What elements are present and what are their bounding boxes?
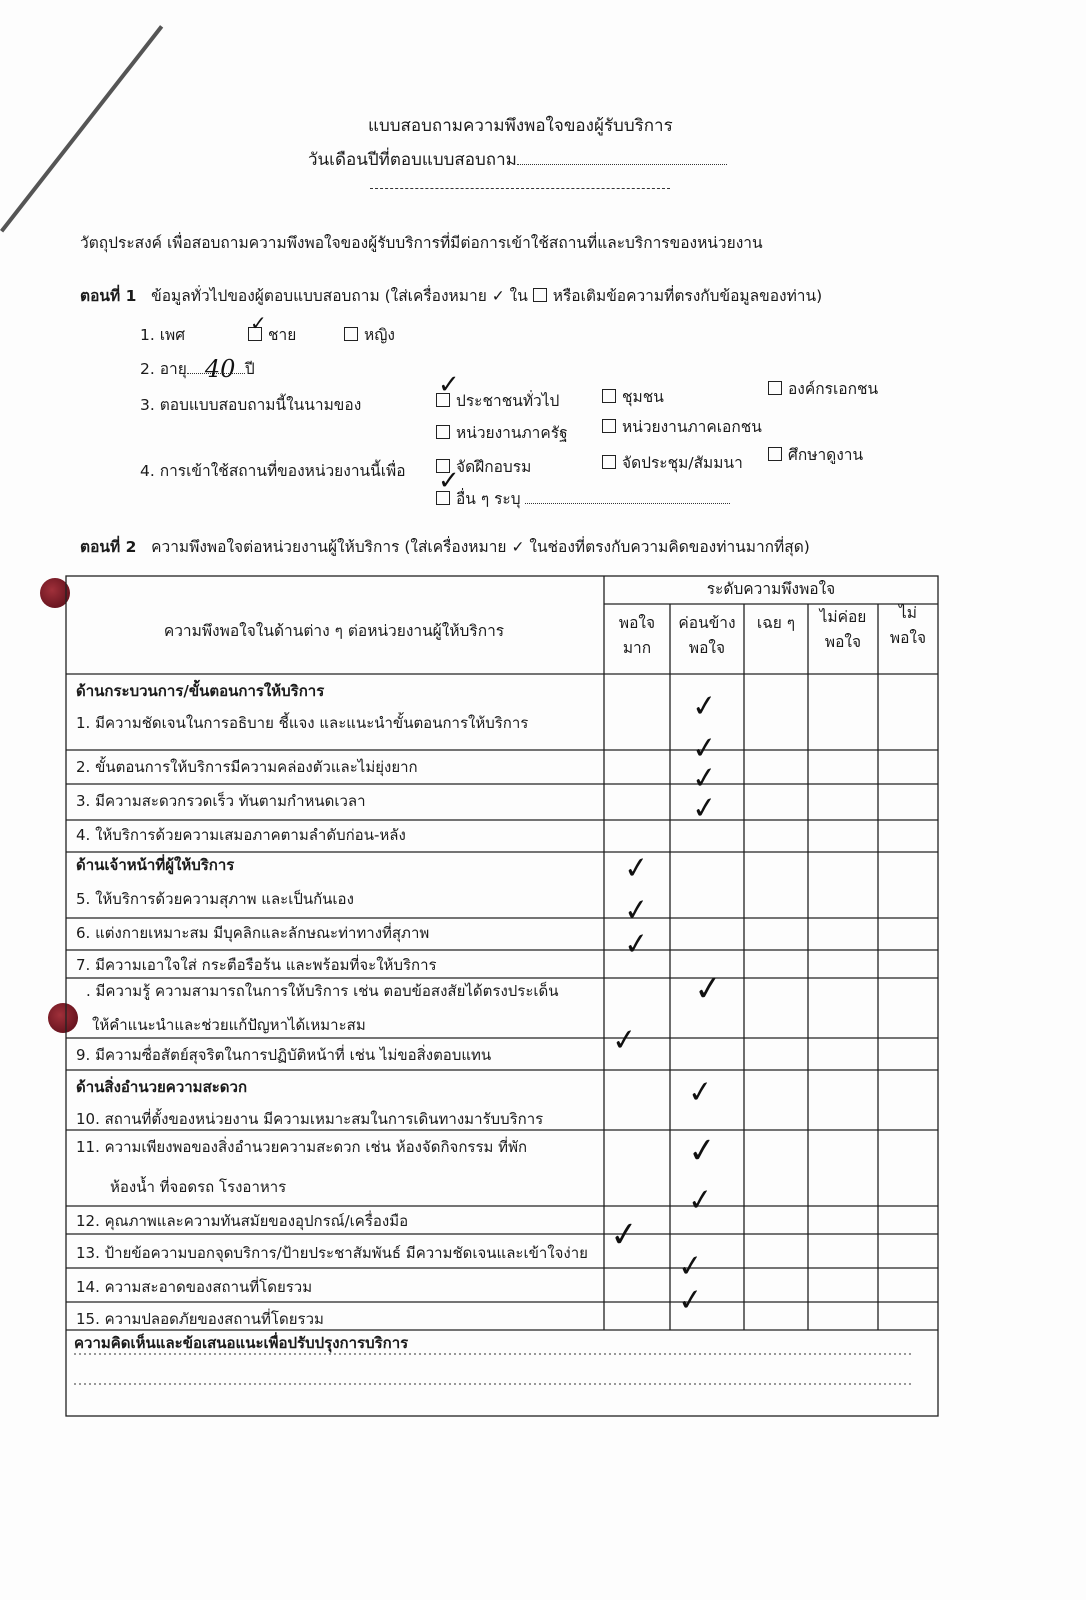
q3-option-private[interactable]: หน่วยงานภาคเอกชน bbox=[602, 414, 762, 439]
part2-heading-line bbox=[80, 534, 810, 559]
section-process: ด้านกระบวนการ/ขั้นตอนการให้บริการ bbox=[76, 682, 325, 700]
handwritten-check-public: ✓ bbox=[438, 370, 460, 400]
q3-option-gov[interactable]: หน่วยงานภาครัฐ bbox=[436, 420, 568, 445]
date-line bbox=[308, 146, 727, 173]
rating-check-item-9: ✓ bbox=[610, 1021, 639, 1060]
checkbox-meeting[interactable] bbox=[602, 455, 616, 469]
rating-check-item-8: ✓ bbox=[691, 967, 725, 1011]
rating-check-item-6: ✓ bbox=[622, 891, 651, 930]
level-header-dissatisfied: ไม่ พอใจ bbox=[889, 604, 927, 648]
comment-field[interactable] bbox=[74, 1332, 914, 1388]
part1-heading: ตอนที่ 1 bbox=[80, 287, 137, 305]
rating-check-item-5: ✓ bbox=[622, 849, 651, 888]
section-facilities: ด้านสิ่งอำนวยความสะดวก bbox=[76, 1078, 248, 1096]
part2-instruction-a: ความพึงพอใจต่อหน่วยงานผู้ให้บริการ (ใส่เครื่องหมาย bbox=[151, 538, 507, 556]
item-13: 13. ป้ายข้อความบอกจุดบริการ/ป้ายประชาสัมพันธ์ มีความชัดเจนและเข้าใจง่าย bbox=[76, 1244, 588, 1262]
date-field[interactable] bbox=[517, 164, 727, 165]
rating-check-item-15: ✓ bbox=[676, 1281, 705, 1320]
item-8-line2: ให้คำแนะนำและช่วยแก้ปัญหาได้เหมาะสม bbox=[92, 1016, 366, 1034]
item-6: 6. แต่งกายเหมาะสม มีบุคลิกและลักษณะท่าทางที่สุภาพ bbox=[76, 924, 430, 942]
item-11: 11. ความเพียงพอของสิ่งอำนวยความสะดวก เช่น ห้องจัดกิจกรรม ที่พัก bbox=[76, 1138, 528, 1156]
age-field[interactable] bbox=[187, 355, 245, 383]
item-11-line2: ห้องน้ำ ที่จอดรถ โรงอาหาร bbox=[110, 1178, 287, 1196]
item-7: 7. มีความเอาใจใส่ กระตือรือร้น และพร้อมที่จะให้บริการ bbox=[76, 956, 437, 974]
q1-label: 1. เพศ bbox=[140, 326, 186, 344]
rating-check-item-12: ✓ bbox=[686, 1181, 715, 1220]
item-5: 5. ให้บริการด้วยความสุภาพ และเป็นกันเอง bbox=[76, 890, 354, 908]
part1-instruction-c: หรือเติมข้อความที่ตรงกับข้อมูลของท่าน) bbox=[552, 287, 823, 305]
q2-label: 2. อายุ bbox=[140, 360, 187, 378]
level-header-fairly-satisfied: ค่อนข้าง พอใจ bbox=[678, 614, 736, 658]
item-4: 4. ให้บริการด้วยความเสมอภาคตามลำดับก่อน-หลัง bbox=[76, 826, 406, 844]
checkbox-gov[interactable] bbox=[436, 425, 450, 439]
item-9: 9. มีความซื่อสัตย์สุจริตในการปฏิบัติหน้าที่ เช่น ไม่ขอสิ่งตอบแทน bbox=[76, 1046, 492, 1064]
q2-line bbox=[140, 356, 255, 381]
q4-label: 4. การเข้าใช้สถานที่ของหน่วยงานนี้เพื่อ bbox=[140, 462, 406, 480]
q4-option-training[interactable]: จัดฝึกอบรม bbox=[436, 454, 531, 479]
handwritten-check-other: ✓ bbox=[438, 466, 460, 496]
item-1: 1. มีความชัดเจนในการอธิบาย ชี้แจง และแนะนำขั้นตอนการให้บริการ bbox=[76, 714, 529, 732]
rating-check-item-7: ✓ bbox=[622, 925, 651, 964]
rating-check-item-4: ✓ bbox=[690, 789, 719, 828]
checkbox-private[interactable] bbox=[602, 419, 616, 433]
part2-instruction-b: ในช่องที่ตรงกับความคิดของท่านมากที่สุด) bbox=[529, 538, 810, 556]
q3-option-public[interactable]: ประชาชนทั่วไป bbox=[436, 388, 559, 413]
level-column-header: ระดับความพึงพอใจ bbox=[706, 580, 836, 598]
item-3: 3. มีความสะดวกรวดเร็ว ทันตามกำหนดเวลา bbox=[76, 792, 366, 810]
rating-check-item-13: ✓ bbox=[607, 1213, 641, 1257]
q3-option-community[interactable]: ชุมชน bbox=[602, 384, 664, 409]
paper-edge-line bbox=[0, 25, 163, 232]
part1-instruction-a: ข้อมูลทั่วไปของผู้ตอบแบบสอบถาม (ใส่เครื่องหมาย bbox=[151, 287, 487, 305]
item-2: 2. ขั้นตอนการให้บริการมีความคล่องตัวและไม่ยุ่งยาก bbox=[76, 758, 418, 776]
checkbox-community[interactable] bbox=[602, 389, 616, 403]
part1-instruction-b: ใน bbox=[509, 287, 528, 305]
rating-check-item-10: ✓ bbox=[686, 1073, 715, 1112]
item-14: 14. ความสะอาดของสถานที่โดยรวม bbox=[76, 1278, 313, 1296]
q4-option-meeting[interactable]: จัดประชุม/สัมมนา bbox=[602, 450, 743, 475]
checkbox-icon bbox=[533, 288, 547, 302]
other-specify-field[interactable] bbox=[525, 503, 730, 504]
part2-heading: ตอนที่ 2 bbox=[80, 538, 137, 556]
checkbox-studyvisit[interactable] bbox=[768, 447, 782, 461]
checkbox-ngo[interactable] bbox=[768, 381, 782, 395]
satisfaction-table bbox=[64, 558, 940, 1418]
tick-symbol: ✓ bbox=[491, 287, 505, 305]
q4-option-other[interactable]: อื่น ๆ ระบุ bbox=[436, 486, 730, 511]
rating-check-item-11: ✓ bbox=[685, 1129, 719, 1173]
q2-unit: ปี bbox=[244, 360, 255, 378]
age-value: 40 bbox=[204, 355, 236, 383]
checkbox-female[interactable] bbox=[344, 327, 358, 341]
level-header-not-very-satisfied: ไม่ค่อย พอใจ bbox=[819, 608, 867, 652]
handwritten-check-male: ✓ bbox=[250, 311, 267, 335]
item-12: 12. คุณภาพและความทันสมัยของอุปกรณ์/เครื่องมือ bbox=[76, 1212, 409, 1230]
item-8: . มีความรู้ ความสามารถในการให้บริการ เช่น ตอบข้อสงสัยได้ตรงประเด็น bbox=[86, 982, 559, 1000]
item-15: 15. ความปลอดภัยของสถานที่โดยรวม bbox=[76, 1310, 324, 1328]
objective-text: วัตถุประสงค์ เพื่อสอบถามความพึงพอใจของผู้รับบริการที่มีต่อการเข้าใช้สถานที่และบริการของหน่วยงาน bbox=[80, 234, 763, 252]
rating-check-item-3: ✓ bbox=[690, 759, 719, 798]
date-label: วันเดือนปีที่ตอบแบบสอบถาม bbox=[308, 150, 517, 170]
tick-symbol-2: ✓ bbox=[511, 538, 525, 556]
section-staff: ด้านเจ้าหน้าที่ผู้ให้บริการ bbox=[76, 856, 235, 874]
item-10: 10. สถานที่ตั้งของหน่วยงาน มีความเหมาะสมในการเดินทางมารับบริการ bbox=[76, 1110, 544, 1128]
part1-heading-line bbox=[80, 283, 822, 308]
criteria-column-header: ความพึงพอใจในด้านต่าง ๆ ต่อหน่วยงานผู้ให้บริการ bbox=[163, 622, 505, 640]
header-divider bbox=[370, 188, 670, 189]
form-title: แบบสอบถามความพึงพอใจของผู้รับบริการ bbox=[368, 116, 673, 136]
level-header-neutral: เฉย ๆ bbox=[756, 614, 796, 632]
q1-option-female[interactable]: หญิง bbox=[344, 322, 395, 347]
level-header-very-satisfied: พอใจ มาก bbox=[618, 614, 656, 658]
q3-label: 3. ตอบแบบสอบถามนี้ในนามของ bbox=[140, 396, 362, 414]
rating-check-item-14: ✓ bbox=[676, 1247, 705, 1286]
rating-check-item-2: ✓ bbox=[690, 729, 719, 768]
comment-label: ความคิดเห็นและข้อเสนอแนะเพื่อปรับปรุงการบริการ bbox=[74, 1334, 412, 1353]
q4-option-studyvisit[interactable]: ศึกษาดูงาน bbox=[768, 442, 863, 467]
rating-check-item-1: ✓ bbox=[690, 687, 719, 726]
q1-option-male[interactable]: ชาย bbox=[248, 322, 296, 347]
q3-option-ngo[interactable]: องค์กรเอกชน bbox=[768, 376, 878, 401]
